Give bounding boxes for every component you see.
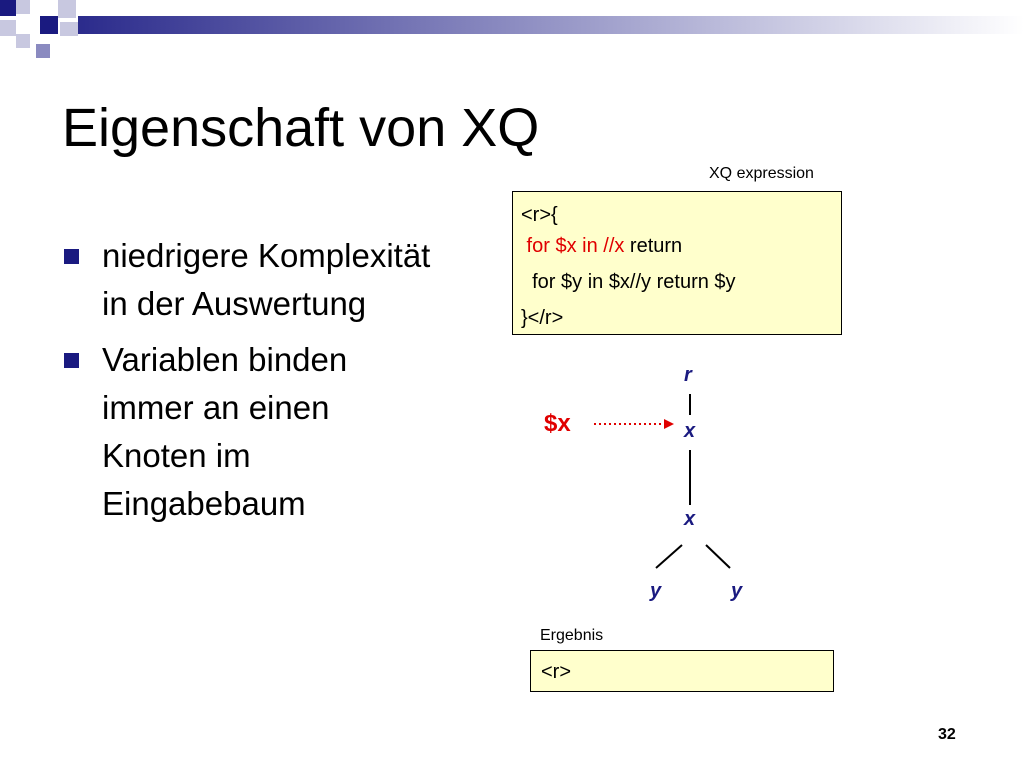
result-text: <r> xyxy=(541,661,572,683)
slide-title: Eigenschaft von XQ xyxy=(62,98,540,158)
code-return-keyword: return xyxy=(624,235,683,257)
edge-x-y-right xyxy=(706,545,730,568)
result-box xyxy=(530,650,834,692)
tree-node-x-inner: x xyxy=(684,508,696,530)
code-for-clause: for $x in //x xyxy=(521,235,625,257)
tree-node-x: x xyxy=(684,420,696,442)
code-line-4: }</r> xyxy=(521,307,564,329)
arrow-head-icon xyxy=(664,419,674,429)
edge-x-y-left xyxy=(656,545,682,568)
code-line-3: for $y in $x//y return $y xyxy=(521,271,736,293)
code-line-1: <r>{ xyxy=(521,204,558,226)
tree-node-y-left: y xyxy=(650,580,662,602)
page-number: 32 xyxy=(938,726,956,743)
tree-node-y-right: y xyxy=(731,580,743,602)
variable-label: $x xyxy=(544,410,571,437)
result-caption: Ergebnis xyxy=(540,627,604,644)
tree-node-root: r xyxy=(684,364,692,386)
bullet-text: Variablen binden immer an einen Knoten im Eingabebaum xyxy=(102,341,348,522)
bullet-text: niedrigere Komplexität in der Auswertung xyxy=(102,237,431,322)
xq-expression-caption: XQ expression xyxy=(709,165,814,182)
